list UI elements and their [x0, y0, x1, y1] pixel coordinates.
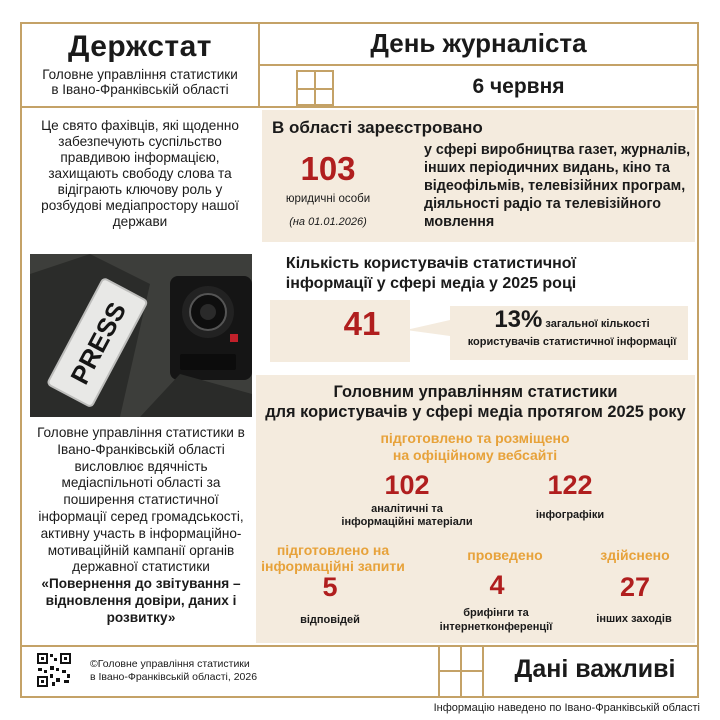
campaign-name: «Повернення до звітування – відновлення довіри, даних і розвитку»	[41, 576, 241, 625]
decor-square	[296, 70, 316, 90]
materials-label-line2: інформаційні матеріали	[341, 516, 473, 528]
users-title	[266, 254, 596, 294]
requests-value: 5	[322, 572, 338, 602]
org-subtitle-line2: в Івано-Франківській області	[51, 82, 229, 97]
decor-square	[460, 670, 484, 698]
org-subtitle-line1: Головне управління статистики	[42, 67, 238, 82]
briefings-value: 4	[489, 570, 505, 600]
decor-square	[438, 670, 462, 698]
header-organization	[22, 24, 258, 106]
website-title-line1: підготовлено та розміщено	[380, 430, 570, 446]
held-title: проведено	[467, 547, 543, 563]
gratitude-body: Головне управління статистики в Івано-Франківській області висловлює вдячність медіаспільноті області за поширення статистичної інформації серед громадськості, активну участь в інформаційно-мотиваційній кампанії органів державної статистики	[37, 425, 245, 575]
briefings-label-line2: інтернетконференції	[439, 621, 553, 633]
press-badge-text: PRESS	[64, 297, 133, 390]
registered-unit: юридичні особи	[285, 193, 371, 205]
website-title	[330, 430, 620, 464]
requests-title-line2: інформаційні запити	[261, 558, 405, 574]
users-share-text1: загальної кількості	[542, 318, 650, 330]
header-bottom-line	[22, 106, 699, 108]
registered-date: (на 01.01.2026)	[289, 216, 367, 228]
org-subtitle	[22, 67, 258, 97]
requests-title-line1: підготовлено на	[276, 542, 390, 558]
done-title: здійснено	[600, 547, 670, 563]
activity-title	[256, 382, 695, 422]
infographics-value: 122	[547, 470, 593, 500]
decor-square	[460, 645, 484, 672]
qr-code-icon[interactable]	[36, 652, 72, 688]
events-value: 27	[619, 572, 651, 602]
briefings-label-line1: брифінги та	[463, 607, 529, 619]
copyright-line1: ©Головне управління статистики	[90, 658, 250, 670]
infographics-label: інфографіки	[535, 509, 605, 521]
header-mid-line	[258, 64, 699, 66]
footer-top-line	[22, 645, 699, 647]
decor-square	[314, 88, 334, 106]
source-note: Інформацію наведено по Івано-Франківській області	[433, 702, 700, 714]
event-date: 6 червня	[472, 75, 565, 98]
requests-label: відповідей	[300, 614, 360, 626]
gratitude-text	[28, 425, 254, 627]
copyright-text	[90, 658, 257, 684]
event-title: День журналіста	[370, 28, 587, 58]
press-camera-illustration	[30, 254, 252, 417]
activity-title-line2: для користувачів у сфері медіа протягом 2025 року	[265, 403, 686, 421]
decor-square	[438, 645, 462, 672]
slogan: Дані важливі	[514, 655, 676, 683]
materials-label-line1: аналітичні та	[371, 503, 443, 515]
org-title: Держстат	[68, 30, 212, 63]
registered-value: 103	[300, 150, 356, 187]
users-share-text2: користувачів статистичної інформації	[467, 336, 677, 348]
materials-label	[322, 503, 492, 529]
copyright-line2: в Івано-Франківській області, 2026	[90, 671, 258, 683]
users-title-line1: Кількість користувачів статистичної	[285, 255, 577, 272]
registered-description: у сфері виробництва газет, журналів, інших періодичних видань, кіно та відеофільмів, телевізійних програм, діяльності радіо та телевізійного мовлення	[424, 142, 691, 230]
activity-title-line1: Головним управлінням статистики	[333, 383, 618, 401]
briefings-label	[426, 606, 566, 634]
requests-title	[258, 542, 408, 574]
website-title-line2: на офіційному вебсайті	[392, 447, 558, 463]
press-photo	[30, 254, 252, 417]
intro-text: Це свято фахівців, які щоденно забезпечують суспільство правдивою інформацією, захищають свободу слова та відіграють ключову роль у розбудові медіапростору нашої держави	[41, 118, 239, 229]
decor-square	[296, 88, 316, 106]
registered-title: В області зареєстровано	[272, 118, 483, 137]
users-title-line2: інформації у сфері медіа у 2025 році	[285, 275, 577, 292]
events-label: інших заходів	[596, 613, 672, 625]
materials-value: 102	[384, 470, 430, 500]
users-share-value: 13%	[494, 306, 543, 333]
users-share	[452, 306, 692, 348]
users-value: 41	[343, 305, 381, 342]
decor-square	[314, 70, 334, 90]
